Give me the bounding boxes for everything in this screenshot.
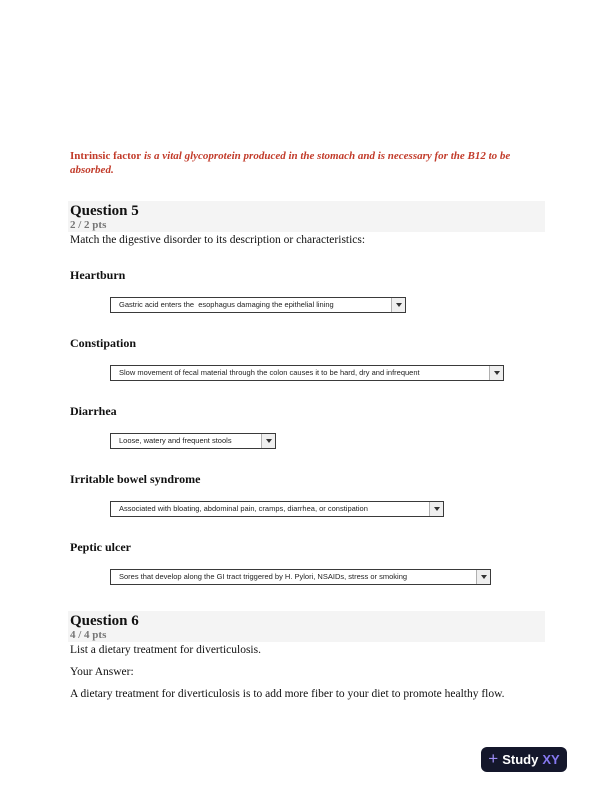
question5-title: Question 5	[70, 203, 139, 219]
match-label-constipation: Constipation	[70, 336, 137, 350]
heartburn-answer-select[interactable]	[110, 297, 406, 313]
match-label-irritable-bowel-syndrome: Irritable bowel syndrome	[70, 472, 201, 486]
selected-option-label: Slow movement of fecal material through the colon causes it to be hard, dry and infrequent	[119, 368, 420, 377]
chevron-down-icon[interactable]	[429, 502, 443, 516]
match-label-heartburn: Heartburn	[70, 268, 126, 282]
chevron-down-icon[interactable]	[489, 366, 503, 380]
selected-option-label: Gastric acid enters the esophagus damaging the epithelial lining	[119, 300, 334, 309]
question6-points: 4 / 4 pts	[70, 629, 107, 641]
note-rest-text: is a vital glycoprotein produced in the stomach and is necessary for the B12 to be absorbed.	[70, 150, 511, 176]
selected-option-label: Sores that develop along the GI tract triggered by H. Pylori, NSAIDs, stress or smoking	[119, 572, 408, 581]
intrinsic-factor-note	[70, 150, 548, 177]
match-label-peptic-ulcer: Peptic ulcer	[70, 540, 131, 554]
selected-option-label: Loose, watery and frequent stools	[119, 436, 232, 445]
question6-title: Question 6	[70, 613, 139, 629]
ibs-answer-select[interactable]	[110, 501, 444, 517]
question6-prompt: List a dietary treatment for diverticulosis.	[70, 644, 261, 656]
studyxy-logo	[481, 747, 567, 772]
brand-name-suffix: XY	[542, 752, 560, 767]
question6-header	[68, 611, 545, 642]
question5-header	[68, 201, 545, 232]
chevron-down-icon[interactable]	[261, 434, 275, 448]
chevron-down-icon[interactable]	[476, 570, 490, 584]
question5-prompt: Match the digestive disorder to its description or characteristics:	[70, 234, 366, 246]
plus-icon: +	[488, 749, 499, 768]
selected-option-label: Associated with bloating, abdominal pain, cramps, diarrhea, or constipation	[119, 504, 368, 513]
your-answer-label: Your Answer:	[70, 666, 134, 678]
diarrhea-answer-select[interactable]	[110, 433, 276, 449]
question5-points: 2 / 2 pts	[70, 219, 107, 231]
peptic-ulcer-answer-select[interactable]	[110, 569, 491, 585]
chevron-down-icon[interactable]	[391, 298, 405, 312]
match-label-diarrhea: Diarrhea	[70, 404, 117, 418]
note-lead-text: Intrinsic factor	[70, 150, 142, 162]
your-answer-text: A dietary treatment for diverticulosis is to add more fiber to your diet to promote healthy flow.	[70, 688, 505, 700]
constipation-answer-select[interactable]	[110, 365, 504, 381]
brand-name: Study	[502, 752, 539, 767]
